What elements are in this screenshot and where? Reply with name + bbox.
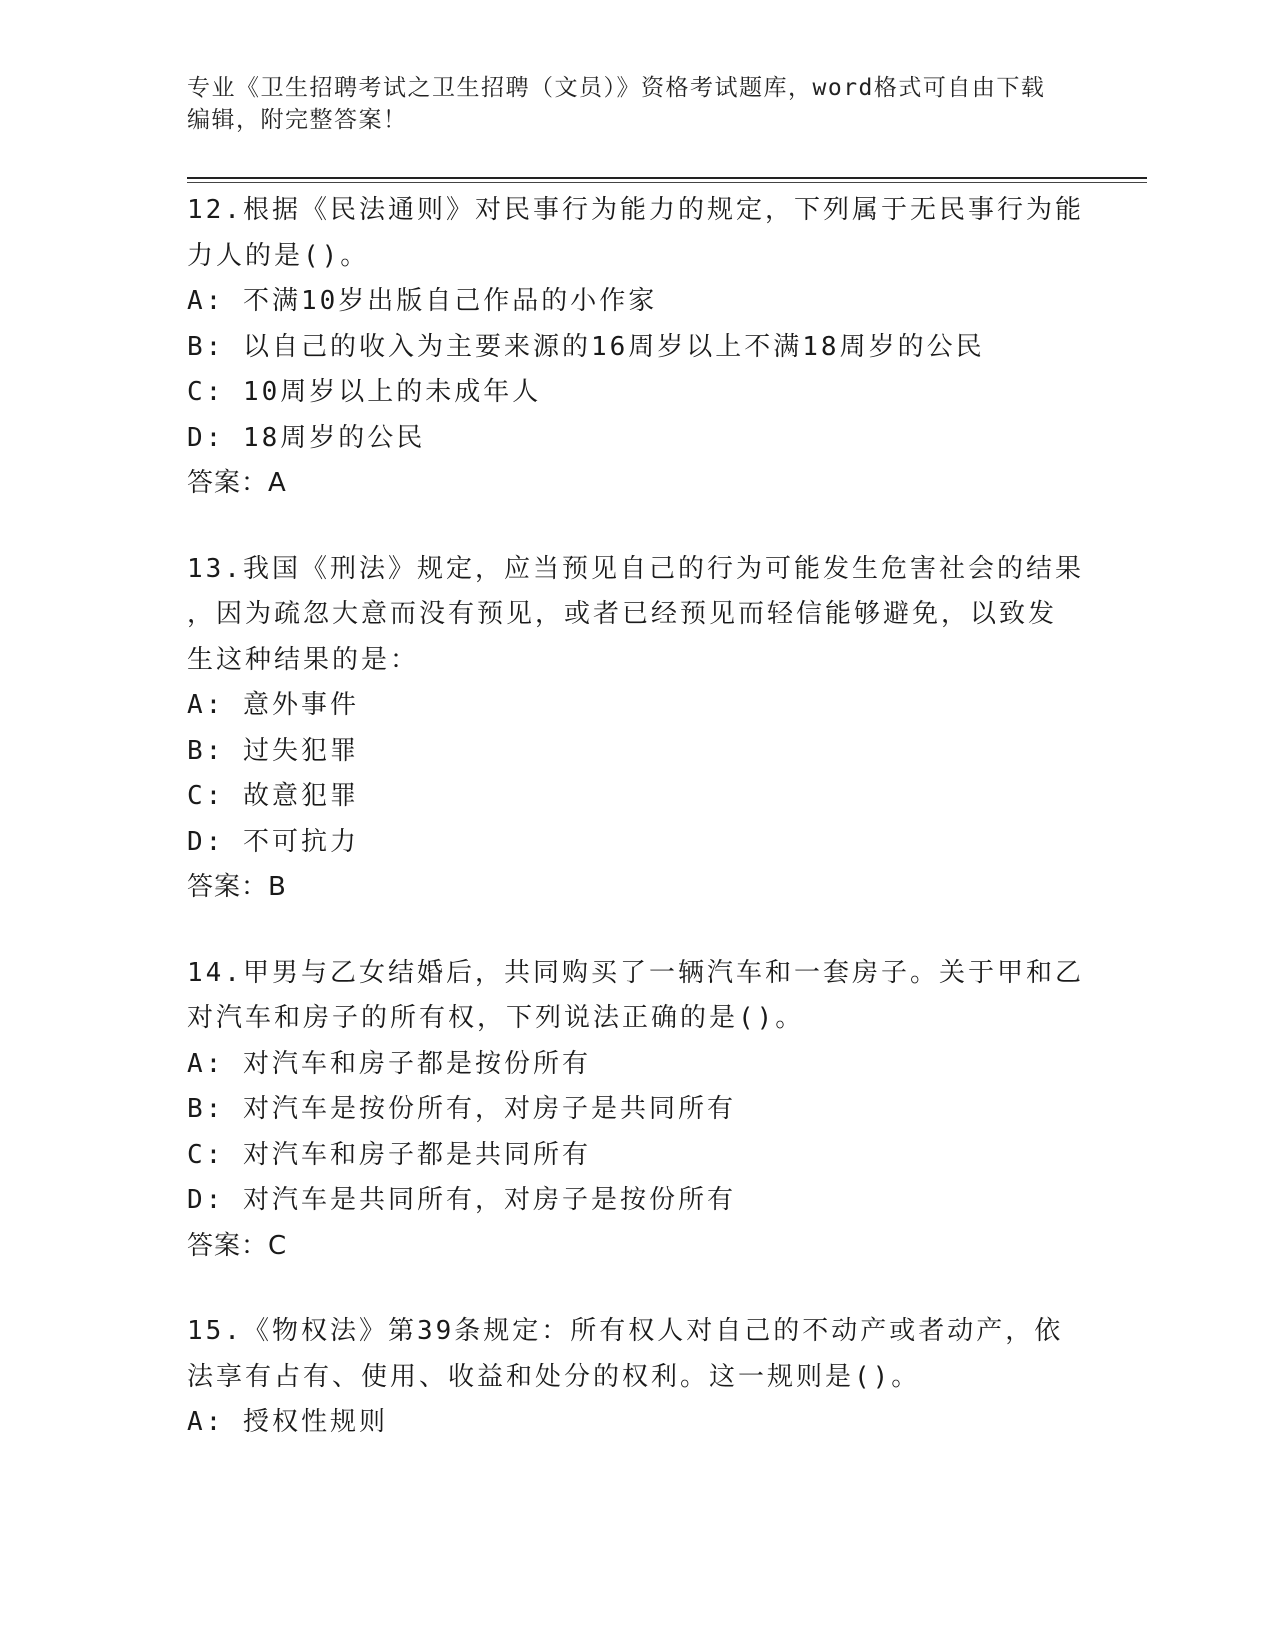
question-stem-line: 对汽车和房子的所有权，下列说法正确的是()。 <box>187 1003 805 1033</box>
question-stem-line: 法享有占有、使用、收益和处分的权利。这一规则是()。 <box>187 1361 921 1392</box>
option-b: B: 过失犯罪 <box>187 735 359 766</box>
question-stem-line: 14.甲男与乙女结婚后，共同购买了一辆汽车和一套房子。关于甲和乙 <box>187 957 1084 988</box>
option-a: A: 对汽车和房子都是按份所有 <box>187 1048 591 1079</box>
header-line-2: 编辑，附完整答案！ <box>187 107 408 133</box>
option-c: C: 10周岁以上的未成年人 <box>187 377 542 407</box>
document-header <box>187 72 1087 136</box>
option-c: C: 对汽车和房子都是共同所有 <box>187 1139 591 1170</box>
answer-line: 答案：C <box>187 1230 288 1261</box>
option-d: D: 18周岁的公民 <box>187 422 426 453</box>
question-stem-line: ，因为疏忽大意而没有预见，或者已经预见而轻信能够避免，以致发 <box>187 599 1058 629</box>
question-stem-line: 13.我国《刑法》规定，应当预见自己的行为可能发生危害社会的结果 <box>187 553 1084 584</box>
question-13 <box>187 547 1087 911</box>
answer-line: 答案：B <box>187 872 287 902</box>
option-a: A: 授权性规则 <box>187 1407 388 1437</box>
option-d: D: 对汽车是共同所有，对房子是按份所有 <box>187 1185 736 1215</box>
question-stem-line: 12.根据《民法通则》对民事行为能力的规定，下列属于无民事行为能 <box>187 195 1084 225</box>
question-14 <box>187 951 1087 1270</box>
option-a: A: 意外事件 <box>187 690 359 720</box>
header-divider-thin <box>187 182 1147 183</box>
option-a: A: 不满10岁出版自己作品的小作家 <box>187 286 658 316</box>
option-b: B: 对汽车是按份所有，对房子是共同所有 <box>187 1094 736 1124</box>
question-stem-line: 生这种结果的是： <box>187 644 420 675</box>
question-15 <box>187 1309 1087 1446</box>
question-12 <box>187 188 1087 507</box>
question-stem-line: 15.《物权法》第39条规定：所有权人对自己的不动产或者动产，依 <box>187 1316 1064 1346</box>
header-line-1: 专业《卫生招聘考试之卫生招聘（文员）》资格考试题库，word格式可自由下载 <box>187 75 1046 101</box>
option-b: B: 以自己的收入为主要来源的16周岁以上不满18周岁的公民 <box>187 331 985 362</box>
question-stem-line: 力人的是()。 <box>187 240 370 271</box>
header-divider-thick <box>187 177 1147 179</box>
answer-line: 答案：A <box>187 468 287 498</box>
option-d: D: 不可抗力 <box>187 826 359 857</box>
question-list <box>187 188 1087 1486</box>
option-c: C: 故意犯罪 <box>187 781 359 811</box>
